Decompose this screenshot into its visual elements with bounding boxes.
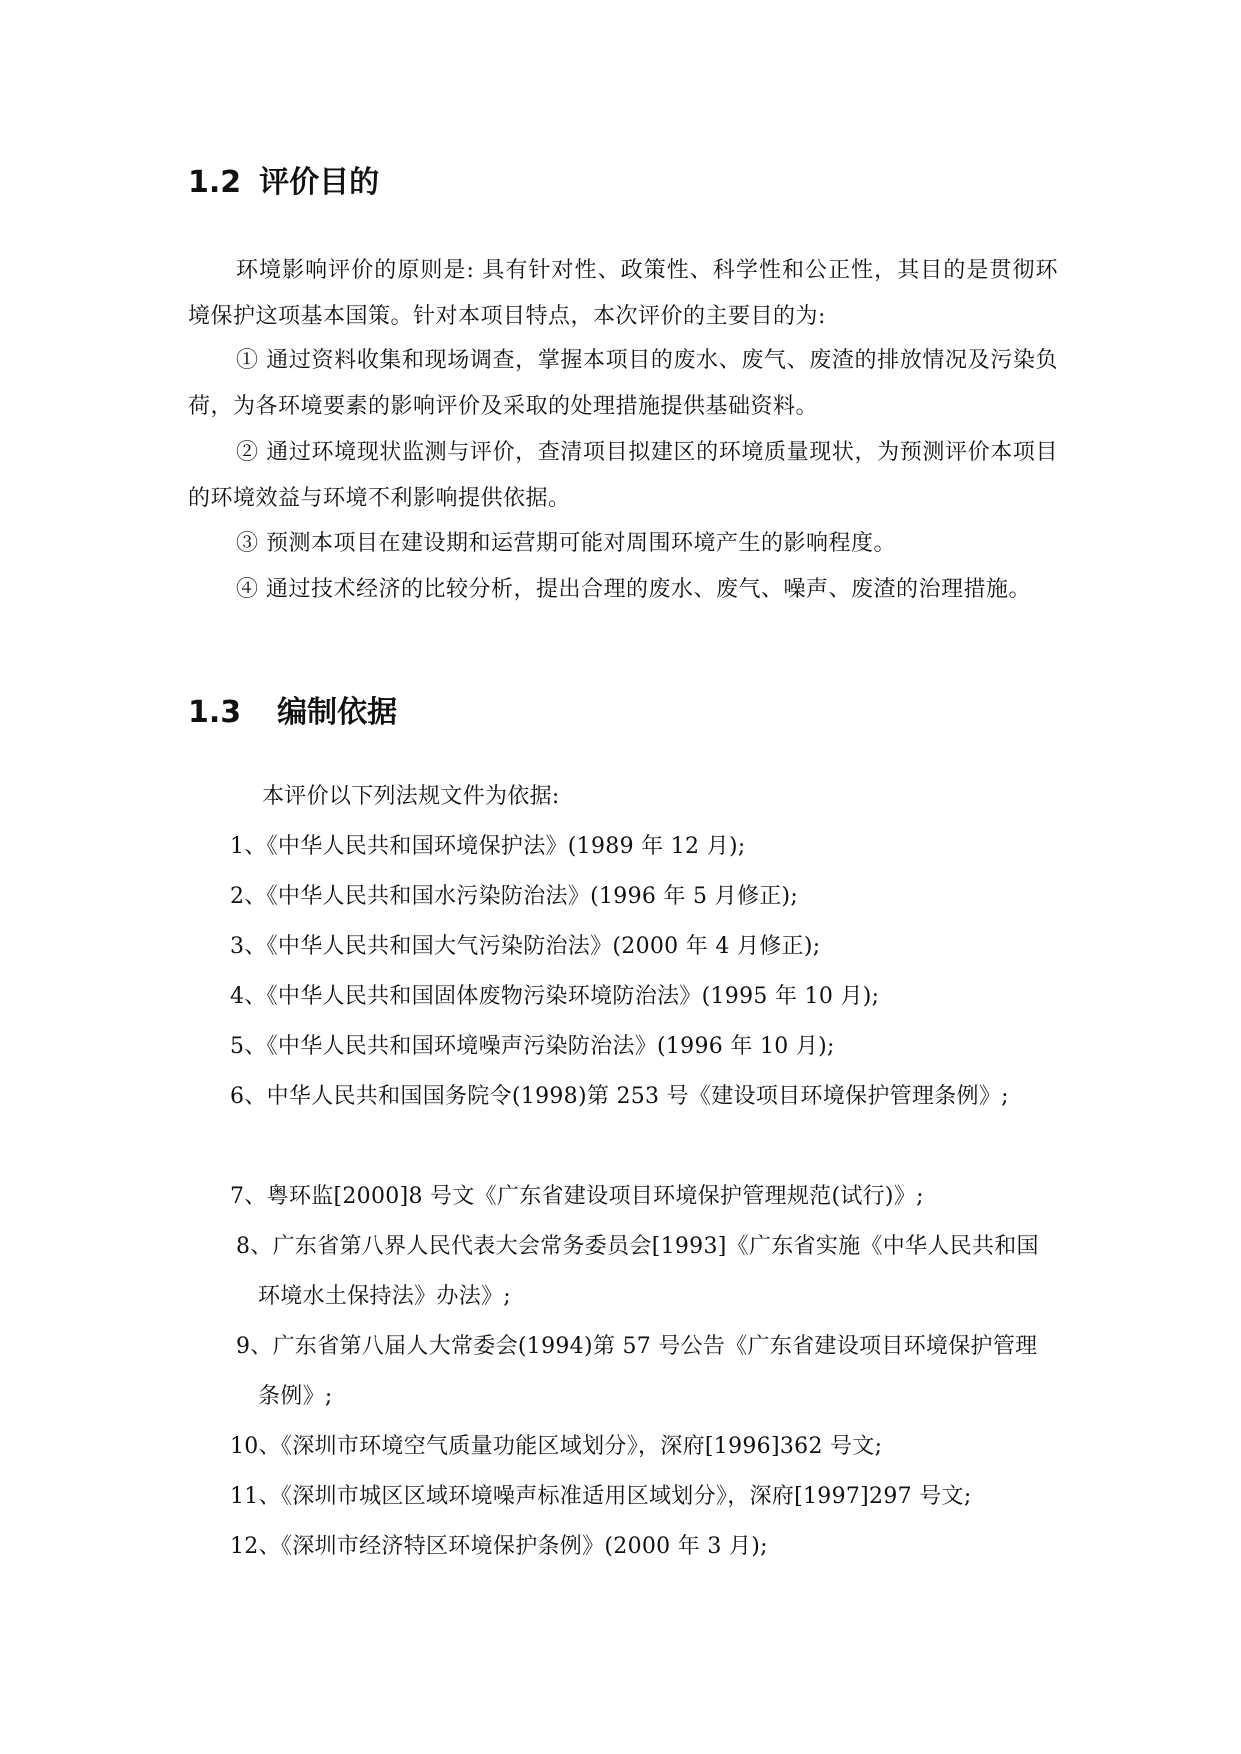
law-list-intro: 本评价以下列法规文件为依据: bbox=[262, 784, 560, 809]
law-list-item bbox=[236, 1322, 1058, 1422]
section-title: 评价目的 bbox=[259, 165, 380, 200]
section-heading-1-3 bbox=[188, 693, 397, 733]
paragraph-objective-2: ② 通过环境现状监测与评价，查清项目拟建区的环境质量现状，为预测评价本项目的环境效益与环境不利影响提供依据。 bbox=[188, 440, 1058, 511]
law-list-item: 12、《深圳市经济特区环境保护条例》(2000 年 3 月); bbox=[230, 1534, 768, 1559]
law-list-item bbox=[236, 1222, 1058, 1322]
paragraph-objective-1: ① 通过资料收集和现场调查，掌握本项目的废水、废气、废渣的排放情况及污染负荷，为各环境要素的影响评价及采取的处理措施提供基础资料。 bbox=[188, 348, 1058, 419]
law-list-item: 3、《中华人民共和国大气污染防治法》(2000 年 4 月修正); bbox=[230, 934, 821, 959]
section-title: 编制依据 bbox=[277, 695, 398, 730]
section-heading-1-2 bbox=[188, 163, 379, 203]
law-list-item: 6、中华人民共和国国务院令(1998)第 253 号《建设项目环境保护管理条例》; bbox=[230, 1084, 1009, 1109]
law-list-item: 4、《中华人民共和国固体废物污染环境防治法》(1995 年 10 月); bbox=[230, 984, 880, 1009]
law-list-item: 2、《中华人民共和国水污染防治法》(1996 年 5 月修正); bbox=[230, 884, 799, 909]
law-list-item: 7、粤环监[2000]8 号文《广东省建设项目环境保护管理规范(试行)》; bbox=[230, 1184, 924, 1209]
law-list-item-text: 8、广东省第八界人民代表大会常务委员会[1993]《广东省实施《中华人民共和国环境水土保持法》办法》; bbox=[236, 1234, 1039, 1309]
paragraph-objective-4: ④ 通过技术经济的比较分析，提出合理的废水、废气、噪声、废渣的治理措施。 bbox=[236, 577, 1031, 602]
paragraph-objective-3: ③ 预测本项目在建设期和运营期可能对周围环境产生的影响程度。 bbox=[236, 531, 896, 556]
law-list-item: 5、《中华人民共和国环境噪声污染防治法》(1996 年 10 月); bbox=[230, 1034, 835, 1059]
section-number: 1.2 bbox=[188, 165, 242, 200]
section-number: 1.3 bbox=[188, 695, 242, 730]
law-list-item-text: 9、广东省第八届人大常委会(1994)第 57 号公告《广东省建设项目环境保护管理条例》; bbox=[236, 1334, 1038, 1409]
law-list-item: 11、《深圳市城区区域环境噪声标准适用区域划分》，深府[1997]297 号文; bbox=[230, 1484, 972, 1509]
law-list-item: 1、《中华人民共和国环境保护法》(1989 年 12 月); bbox=[230, 834, 746, 859]
law-list-item: 10、《深圳市环境空气质量功能区域划分》，深府[1996]362 号文; bbox=[230, 1434, 883, 1459]
paragraph-principle: 环境影响评价的原则是: 具有针对性、政策性、科学性和公正性，其目的是贯彻环境保护这项基本国策。针对本项目特点，本次评价的主要目的为: bbox=[188, 258, 1058, 329]
